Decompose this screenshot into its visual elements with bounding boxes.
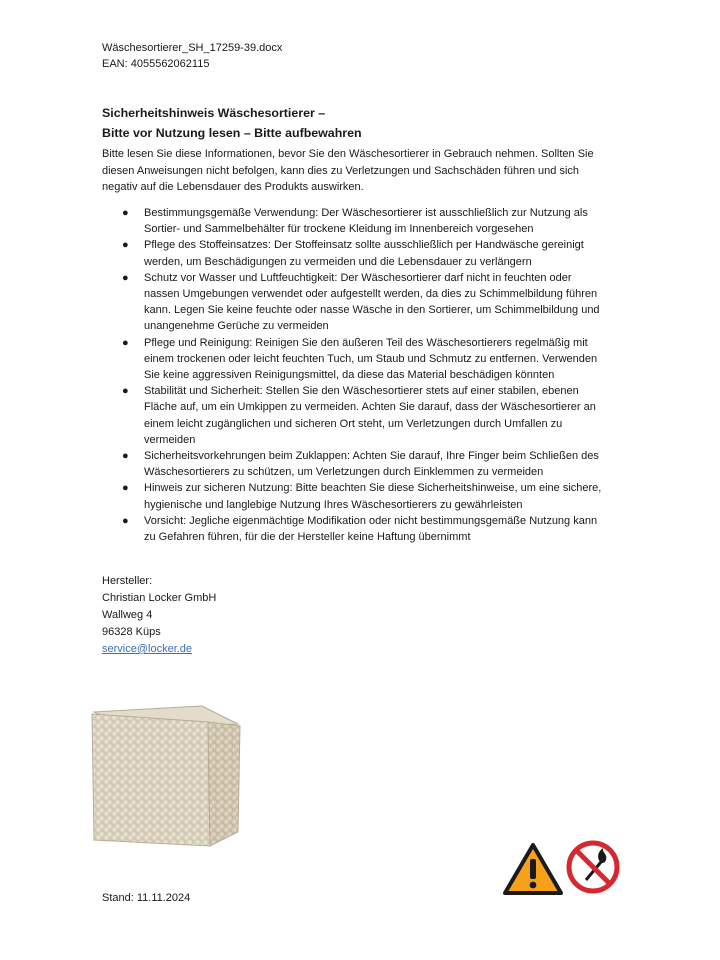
no-open-flame-icon [566, 840, 620, 894]
document-date: Stand: 11.11.2024 [102, 892, 191, 904]
manufacturer-city: 96328 Küps [102, 626, 161, 638]
title-line-2: Bitte vor Nutzung lesen – Bitte aufbewahren [102, 126, 362, 140]
bullet-dot-icon: ● [122, 271, 129, 284]
warning-triangle-icon [502, 842, 564, 896]
manufacturer-company: Christian Locker GmbH [102, 592, 217, 604]
header-ean: EAN: 4055562062115 [102, 58, 210, 70]
bullet-dot-icon: ● [122, 239, 129, 252]
bullet-item-fabric-care: ● Pflege des Stoffeinsatzes: Der Stoffeinsatz sollte ausschließlich per Handwäsche gereinigt werden, um Beschädigungen zu vermeiden und die Lebensdauer zu verlängern [122, 239, 584, 268]
bullet-item-closing: ● Sicherheitsvorkehrungen beim Zuklappen: Achten Sie darauf, Ihre Finger beim Schließen des Wäschesortierers zu schützen, um Verletzungen durch Einklemmen zu vermeiden [122, 450, 599, 479]
bullet-item-safe-use: ● Hinweis zur sicheren Nutzung: Bitte beachten Sie diese Sicherheitshinweise, um eine sichere, hygienische und langlebige Nutzung Ihres Wäschesortierers zu gewährleisten [122, 482, 602, 511]
header-filename: Wäschesortierer_SH_17259-39.docx [102, 42, 283, 54]
bullet-dot-icon: ● [122, 385, 129, 398]
bullet-item-moisture: ● Schutz vor Wasser und Luftfeuchtigkeit: Der Wäschesortierer darf nicht in feuchten oder nassen Umgebungen verwendet oder aufgestellt werden, da dies zu Schimmelbildung führen kann. Legen Sie keine feuchte oder nasse Wäsche in den Sortierer, um Schimmelbildung und unangenehme Gerüche zu vermeiden [122, 271, 600, 333]
manufacturer-email-link[interactable]: service@locker.de [102, 643, 193, 655]
intro-line: negativ auf die Lebensdauer des Produkts auswirken. [102, 181, 364, 193]
intro-paragraph [102, 146, 622, 196]
bullet-item-caution: ● Vorsicht: Jegliche eigenmächtige Modifikation oder nicht bestimmungsgemäße Nutzung kann zu Gefahren führen, für die der Hersteller keine Haftung übernimmt [122, 514, 598, 544]
intro-line: Bitte lesen Sie diese Informationen, bevor Sie den Wäschesortierer in Gebrauch nehmen. Sollten Sie [102, 148, 594, 160]
bullet-item-stability: ● Stabilität und Sicherheit: Stellen Sie den Wäschesortierer stets auf einer stabilen, ebenen Fläche auf, um ein Umkippen zu vermeiden. Achten Sie darauf, dass der Wäschesortierer an einem leicht zugänglichen und sicheren Ort steht, um Verletzungen durch Umfallen zu vermeiden [122, 385, 596, 446]
wicker-laundry-sorter-image [84, 700, 244, 850]
bullet-dot-icon: ● [122, 514, 129, 527]
bullet-dot-icon: ● [122, 450, 129, 463]
bullet-dot-icon: ● [122, 207, 129, 219]
bullet-item-intended-use: ● Bestimmungsgemäße Verwendung: Der Wäschesortierer ist ausschließlich zur Nutzung als Sortier- und Sammelbehälter für trockene Kleidung im Innenbereich vorgesehen [122, 207, 588, 236]
manufacturer-street: Wallweg 4 [102, 609, 153, 621]
manufacturer-label: Hersteller: [102, 575, 153, 587]
document-title [102, 103, 362, 143]
manufacturer-block [102, 573, 216, 658]
safety-bullet-list [102, 205, 622, 545]
title-line-1: Sicherheitshinweis Wäschesortierer – [102, 106, 326, 120]
bullet-dot-icon: ● [122, 482, 129, 495]
intro-line: diesen Anweisungen nicht befolgen, kann dies zu Verletzungen und Sachschäden führen und sich [102, 164, 580, 177]
bullet-item-cleaning: ● Pflege und Reinigung: Reinigen Sie den äußeren Teil des Wäschesortierers regelmäßig mit einem trockenen oder leicht feuchten Tuch, um Staub und Schmutz zu entfernen. Verwenden Sie keine aggressiven Reinigungsmittel, da diese das Material beschädigen könnten [122, 336, 598, 382]
bullet-dot-icon: ● [122, 336, 129, 349]
